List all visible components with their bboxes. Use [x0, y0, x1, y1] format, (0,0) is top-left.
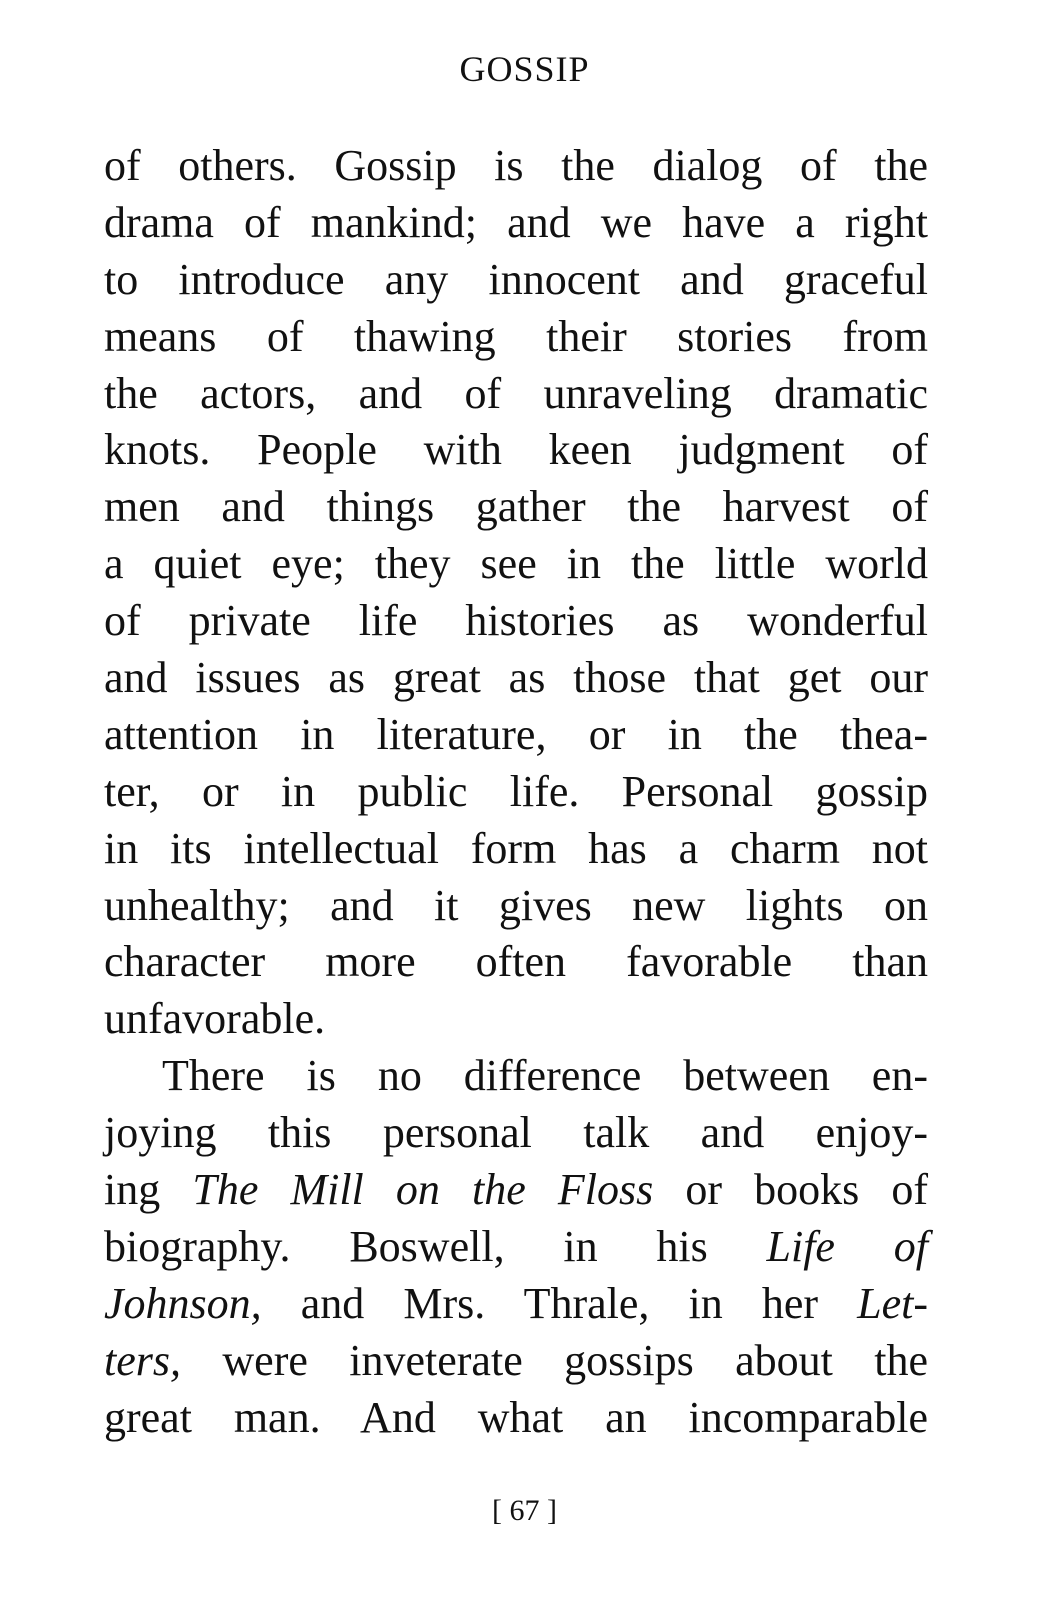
line-text: great man. And what an incomparable	[104, 1392, 928, 1442]
line-text: There is no difference between en-	[162, 1051, 928, 1101]
line-text: to introduce any innocent and graceful	[104, 254, 928, 304]
running-head: GOSSIP	[459, 49, 590, 89]
line-text: joying this personal talk and enjoy-	[104, 1108, 928, 1158]
text-line	[104, 195, 928, 252]
text-line	[104, 252, 928, 309]
line-text: or books of	[653, 1165, 928, 1215]
line-text: of private life histories as wonderful	[104, 596, 928, 646]
text-line	[104, 764, 928, 821]
text-line	[104, 1333, 928, 1390]
line-text: the actors, and of unraveling dramatic	[104, 368, 928, 418]
line-text: a quiet eye; they see in the little world	[104, 539, 928, 589]
text-line	[104, 991, 928, 1048]
text-line	[104, 1390, 928, 1447]
line-text: men and things gather the harvest of	[104, 482, 928, 532]
text-line	[104, 934, 928, 991]
line-text: means of thawing their stories from	[104, 311, 928, 361]
line-text: knots. People with keen judgment of	[104, 425, 928, 475]
page-number: [ 67 ]	[492, 1494, 557, 1527]
line-text: biography. Boswell, in his	[104, 1221, 767, 1271]
italic-title: Johnson,	[104, 1278, 262, 1328]
text-line	[104, 707, 928, 764]
text-line	[104, 1276, 928, 1333]
line-text: were inveterate gossips about the	[181, 1335, 928, 1385]
italic-title: ters,	[104, 1335, 181, 1385]
line-text: and issues as great as those that get our	[104, 653, 928, 703]
text-line	[104, 1048, 928, 1105]
line-text: of others. Gossip is the dialog of the	[104, 141, 928, 190]
text-line	[104, 1105, 928, 1162]
line-text: in its intellectual form has a charm not	[104, 823, 928, 873]
text-line	[104, 366, 928, 423]
italic-title: Let-	[857, 1278, 928, 1328]
line-text: ing	[104, 1165, 193, 1215]
text-line	[104, 878, 928, 935]
text-line	[104, 650, 928, 707]
line-text: attention in literature, or in the thea-	[104, 709, 928, 759]
text-line	[104, 1162, 928, 1219]
text-line	[104, 138, 928, 195]
text-line	[104, 593, 928, 650]
text-line	[104, 309, 928, 366]
italic-title: Life of	[766, 1221, 928, 1271]
line-text: and Mrs. Thrale, in her	[261, 1278, 858, 1328]
line-text: unhealthy; and it gives new lights on	[104, 880, 928, 930]
text-line	[104, 821, 928, 878]
italic-title: The Mill on the Floss	[192, 1165, 654, 1215]
line-text: character more often favorable than	[104, 937, 928, 987]
body-text	[104, 138, 928, 1446]
text-line	[104, 479, 928, 536]
line-text: unfavorable.	[104, 994, 326, 1044]
text-line	[104, 1219, 928, 1276]
line-text: ter, or in public life. Personal gossip	[104, 766, 928, 816]
line-text: drama of mankind; and we have a right	[104, 197, 928, 247]
text-line	[104, 536, 928, 593]
text-line	[104, 422, 928, 479]
